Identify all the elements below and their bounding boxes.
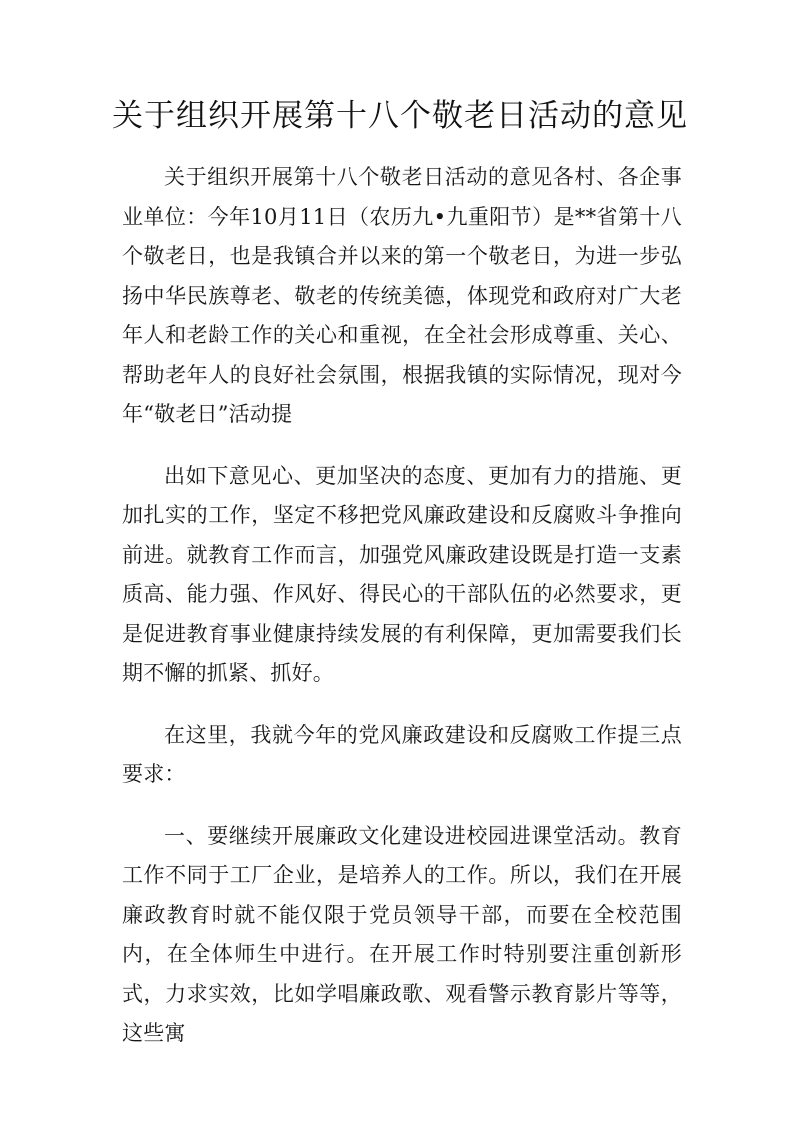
paragraph-4: 一、要继续开展廉政文化建设进校园进课堂活动。教育工作不同于工厂企业，是培养人的工作。所以，我们在开展廉政教育时就不能仅限于党员领导干部，而要在全校范围内，在全体师生中进行。在开展工作时特别要注重创新形式，力求实效，比如学唱廉政歌、观看警示教育影片等等，这些寓 (122, 823, 682, 1045)
paragraph-1: 关于组织开展第十八个敬老日活动的意见各村、各企事业单位：今年10月11日（农历九•九重阳节）是**省第十八个敬老日，也是我镇合并以来的第一个敬老日，为进一步弘扬中华民族尊老、敬老的传统美德，体现党和政府对广大老年人和老龄工作的关心和重视，在全社会形成尊重、关心、帮助老年人的良好社会氛围，根据我镇的实际情况，现对今年“敬老日”活动提 (122, 165, 682, 426)
paragraph-2: 出如下意见心、更加坚决的态度、更加有力的措施、更加扎实的工作，坚定不移把党风廉政建设和反腐败斗争推向前进。就教育工作而言，加强党风廉政建设既是打造一支素质高、能力强、作风好、得民心的干部队伍的必然要求，更是促进教育事业健康持续发展的有利保障，更加需要我们长期不懈的抓紧、抓好。 (122, 463, 682, 685)
document-body (122, 158, 682, 1054)
paragraph-3: 在这里，我就今年的党风廉政建设和反腐败工作提三点要求： (122, 722, 682, 786)
document-title: 关于组织开展第十八个敬老日活动的意见 (112, 98, 688, 134)
